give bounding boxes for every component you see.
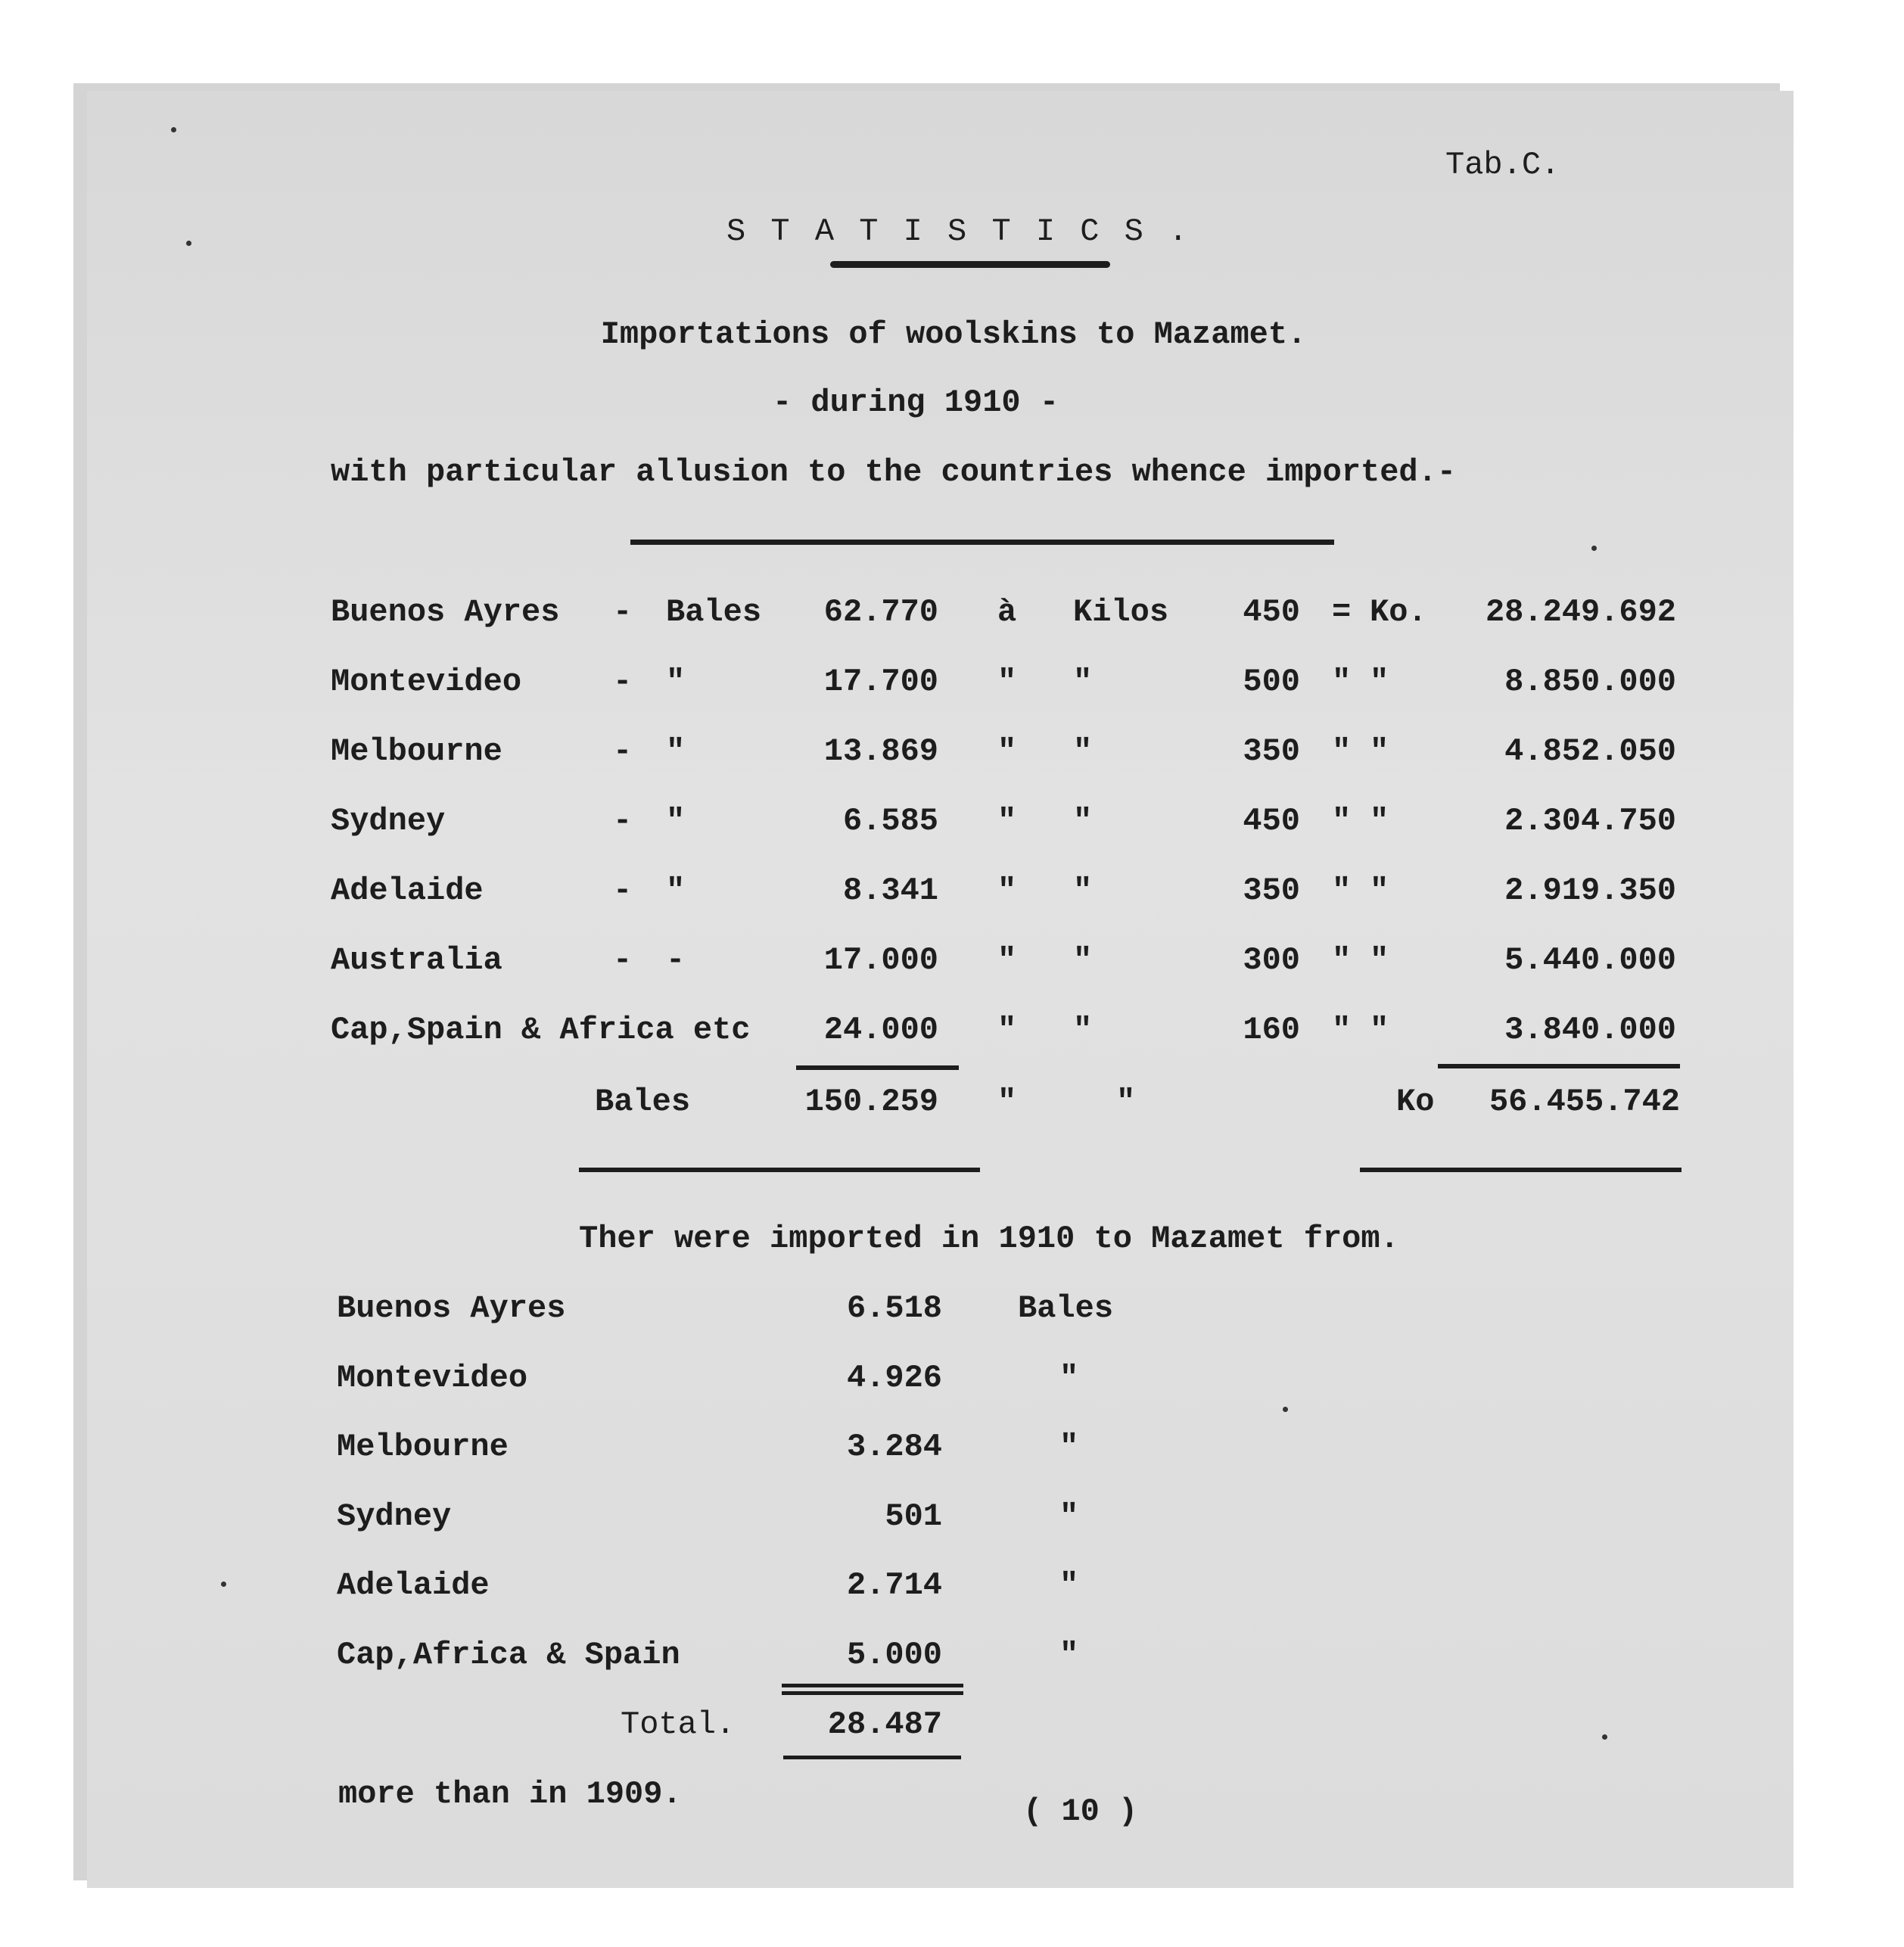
section2-bales: 2.714 <box>846 1567 942 1603</box>
table1-cell-place: Australia <box>331 942 502 978</box>
table1-cell-ko: " <box>1370 733 1389 770</box>
section2-total-label: Total. <box>621 1706 736 1743</box>
table1-cell-total: 28.249.692 <box>1485 594 1676 630</box>
kilos-sum-line <box>1438 1064 1680 1068</box>
table1-cell-place: Cap,Spain & Africa etc <box>331 1012 751 1048</box>
table1-cell-ko: Ko. <box>1370 594 1427 630</box>
document-title: S T A T I S T I C S . <box>726 213 1191 250</box>
table1-cell-ko: " <box>1370 803 1389 839</box>
table1-cell-total: 3.840.000 <box>1504 1012 1676 1048</box>
section2-bales: 4.926 <box>846 1360 942 1396</box>
table1-cell-unit: " <box>666 733 686 770</box>
table1-cell-weight: 500 <box>1243 664 1300 700</box>
section2-sum-line-1 <box>782 1684 963 1687</box>
table1-cell-bales: 17.700 <box>823 664 938 700</box>
table1-cell-eq: " <box>1332 942 1352 978</box>
table1-cell-eq: " <box>1332 733 1352 770</box>
subtitle-during: - during 1910 - <box>772 384 1059 421</box>
section2-place: Cap,Africa & Spain <box>337 1637 680 1673</box>
section2-bales: 6.518 <box>846 1290 942 1327</box>
table1-cell-kilos: " <box>1073 942 1093 978</box>
section2-bales: 5.000 <box>846 1637 942 1673</box>
table1-cell-kilos: " <box>1073 872 1093 909</box>
table1-cell-a: " <box>997 664 1017 700</box>
table1-cell-weight: 450 <box>1243 803 1300 839</box>
table1-cell-unit: - <box>666 942 686 978</box>
tab-label: Tab.C. <box>1445 147 1560 183</box>
table1-cell-ko: " <box>1370 664 1389 700</box>
table1-cell-a: " <box>997 1012 1017 1048</box>
section2-unit: " <box>1059 1360 1079 1396</box>
section2-place: Adelaide <box>337 1567 490 1603</box>
table1-cell-bales: 24.000 <box>823 1012 938 1048</box>
speck <box>221 1582 226 1587</box>
speck <box>1602 1734 1607 1740</box>
footnote: more than in 1909. <box>338 1776 682 1812</box>
section2-unit: " <box>1059 1567 1079 1603</box>
table1-cell-weight: 350 <box>1243 872 1300 909</box>
table1-closing-line-left <box>579 1168 980 1172</box>
total-ko-label: Ko <box>1396 1084 1435 1120</box>
section2-unit: " <box>1059 1429 1079 1465</box>
table1-cell-kilos: " <box>1073 1012 1093 1048</box>
table1-cell-unit: " <box>666 664 686 700</box>
page-number: ( 10 ) <box>1023 1793 1138 1830</box>
table1-cell-total: 4.852.050 <box>1504 733 1676 770</box>
speck <box>1591 546 1597 551</box>
bales-sum-line <box>796 1065 959 1070</box>
table1-cell-dash: - <box>613 942 633 978</box>
table1-cell-eq: " <box>1332 1012 1352 1048</box>
table1-cell-place: Melbourne <box>331 733 502 770</box>
table1-cell-place: Montevideo <box>331 664 522 700</box>
table1-cell-kilos: " <box>1073 733 1093 770</box>
table1-closing-line-right <box>1360 1168 1682 1172</box>
table1-cell-eq: " <box>1332 872 1352 909</box>
table1-cell-dash: - <box>613 872 633 909</box>
table1-cell-dash: - <box>613 803 633 839</box>
section2-place: Montevideo <box>337 1360 528 1396</box>
table1-cell-a: " <box>997 733 1017 770</box>
table1-cell-place: Buenos Ayres <box>331 594 560 630</box>
table1-cell-dash: - <box>613 733 633 770</box>
table1-cell-place: Sydney <box>331 803 446 839</box>
table1-cell-total: 2.919.350 <box>1504 872 1676 909</box>
speck <box>1283 1407 1288 1412</box>
table1-cell-kilos: " <box>1073 664 1093 700</box>
table1-cell-place: Adelaide <box>331 872 484 909</box>
table1-cell-kilos: " <box>1073 803 1093 839</box>
document-sheet <box>87 91 1794 1888</box>
title-underline <box>830 261 1110 268</box>
subtitle-allusion: with particular allusion to the countries whence imported.- <box>331 454 1457 490</box>
total-a-ditto: " <box>997 1084 1017 1120</box>
table1-cell-total: 2.304.750 <box>1504 803 1676 839</box>
table1-cell-a: à <box>997 594 1017 630</box>
table1-cell-weight: 160 <box>1243 1012 1300 1048</box>
table1-cell-unit: Bales <box>666 594 762 630</box>
table1-cell-dash: - <box>613 664 633 700</box>
total-bales-label: Bales <box>595 1084 691 1120</box>
total-kilo-value: 56.455.742 <box>1489 1084 1680 1120</box>
table1-cell-bales: 6.585 <box>842 803 938 839</box>
table1-cell-a: " <box>997 942 1017 978</box>
table1-cell-bales: 17.000 <box>823 942 938 978</box>
section2-heading: Ther were imported in 1910 to Mazamet from. <box>579 1221 1399 1257</box>
table1-cell-eq: = <box>1332 594 1352 630</box>
section2-sum-line-2 <box>782 1691 963 1695</box>
table1-cell-bales: 13.869 <box>823 733 938 770</box>
table1-cell-unit: " <box>666 872 686 909</box>
section2-place: Buenos Ayres <box>337 1290 566 1327</box>
section2-bales: 501 <box>885 1498 942 1535</box>
table1-cell-kilos: Kilos <box>1073 594 1169 630</box>
table1-cell-ko: " <box>1370 942 1389 978</box>
table1-cell-bales: 8.341 <box>842 872 938 909</box>
table1-cell-a: " <box>997 872 1017 909</box>
section2-place: Sydney <box>337 1498 452 1535</box>
total-kilos-ditto: " <box>1116 1084 1136 1120</box>
speck <box>186 241 191 246</box>
section2-unit: " <box>1059 1637 1079 1673</box>
table1-cell-total: 8.850.000 <box>1504 664 1676 700</box>
table1-cell-dash: - <box>613 594 633 630</box>
table1-cell-weight: 300 <box>1243 942 1300 978</box>
table1-cell-ko: " <box>1370 1012 1389 1048</box>
section2-bales: 3.284 <box>846 1429 942 1465</box>
speck <box>171 127 176 132</box>
table1-cell-bales: 62.770 <box>823 594 938 630</box>
table1-cell-total: 5.440.000 <box>1504 942 1676 978</box>
section2-unit: " <box>1059 1498 1079 1535</box>
section2-unit: Bales <box>1018 1290 1114 1327</box>
table1-cell-weight: 350 <box>1243 733 1300 770</box>
subtitle-importations: Importations of woolskins to Mazamet. <box>600 316 1307 353</box>
table1-cell-weight: 450 <box>1243 594 1300 630</box>
table1-cell-a: " <box>997 803 1017 839</box>
table1-cell-eq: " <box>1332 803 1352 839</box>
section2-total-value: 28.487 <box>827 1706 942 1743</box>
table1-cell-eq: " <box>1332 664 1352 700</box>
header-divider <box>630 540 1334 545</box>
total-bales-value: 150.259 <box>804 1084 938 1120</box>
section2-total-underline <box>783 1756 961 1759</box>
table1-cell-unit: " <box>666 803 686 839</box>
table1-cell-ko: " <box>1370 872 1389 909</box>
section2-place: Melbourne <box>337 1429 509 1465</box>
